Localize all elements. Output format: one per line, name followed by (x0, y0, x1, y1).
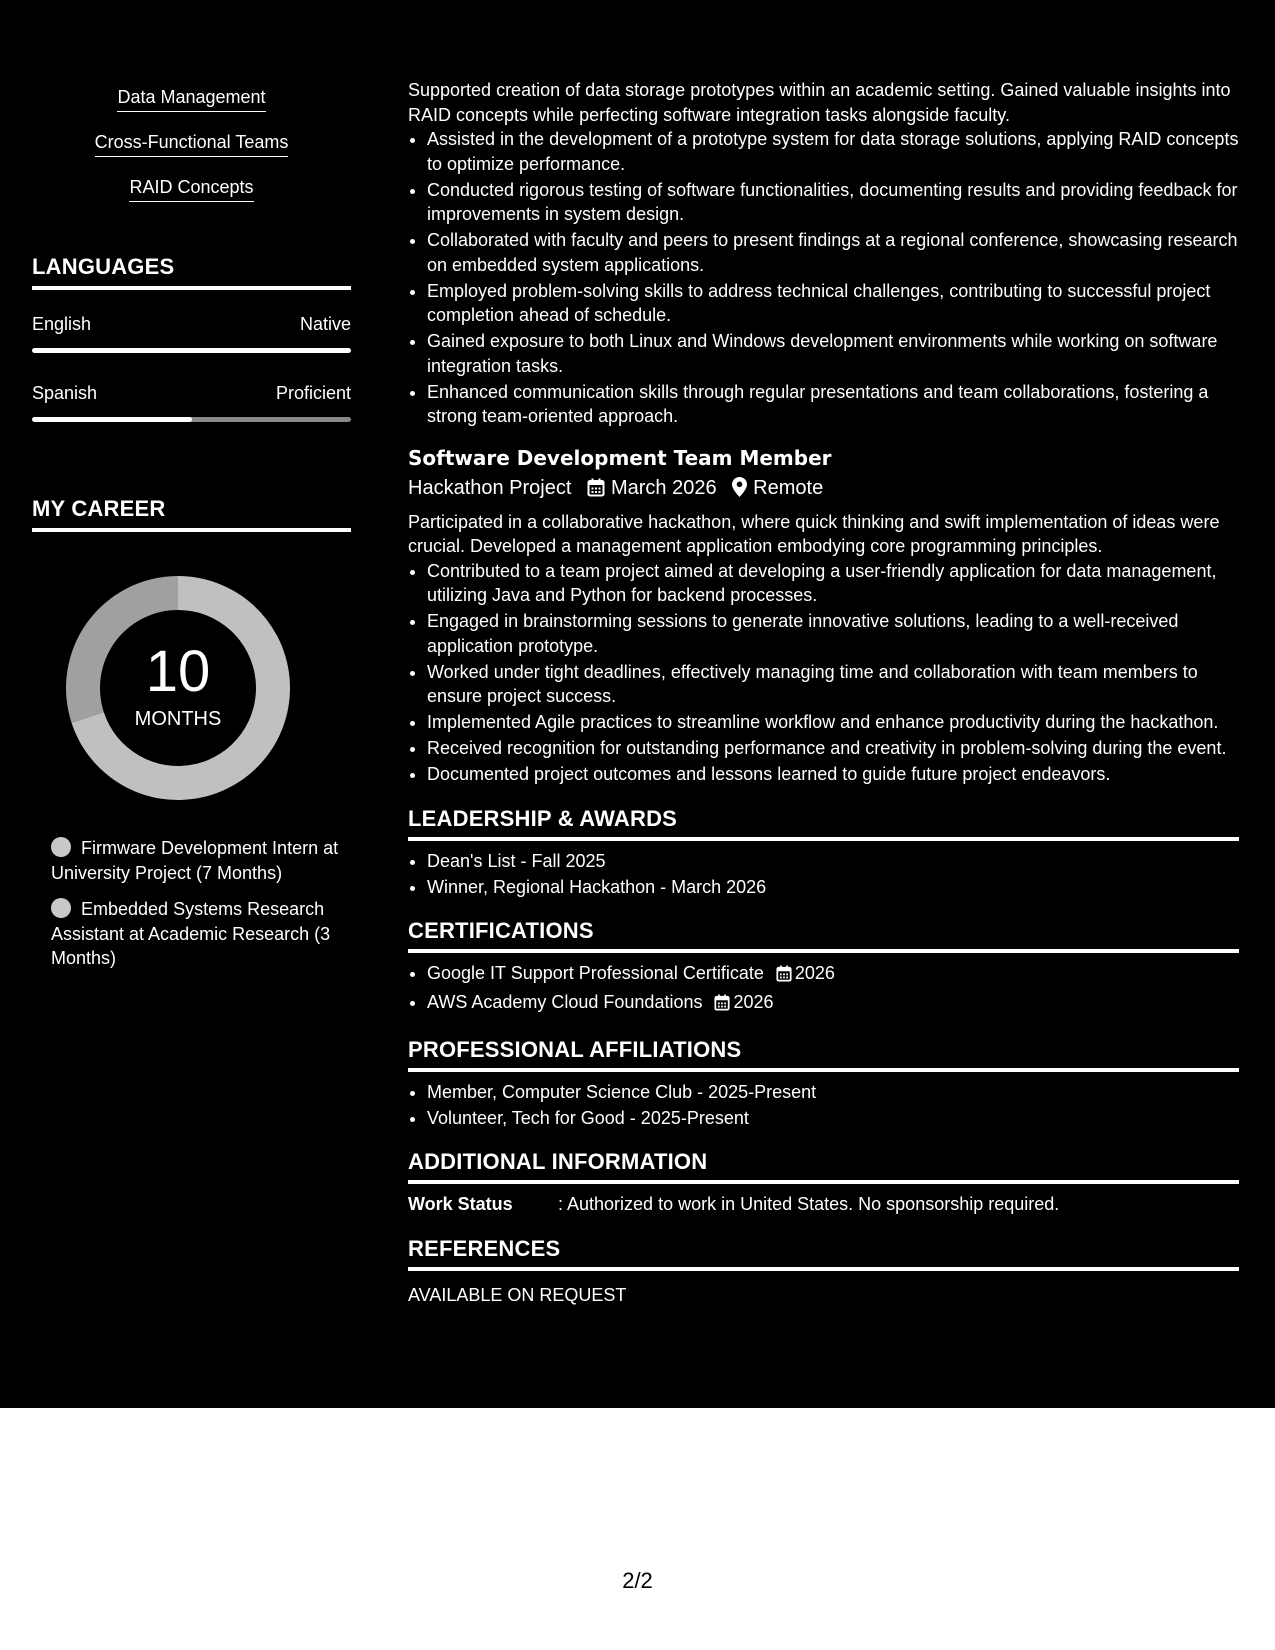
skills-list (32, 84, 351, 219)
job-summary: Participated in a collaborative hackathon, where quick thinking and swift implementation of ideas were crucial. Developed a management application embodying core programming principles. (408, 511, 1220, 556)
affiliations-heading: PROFESSIONAL AFFILIATIONS (408, 1036, 1239, 1072)
experience-entry (408, 78, 1239, 429)
job-bullet: • Assisted in the development of a prototype system for data storage solutions, applying RAID concepts to optimize performance. (427, 127, 1239, 176)
language-name: Spanish (32, 383, 98, 403)
career-heading: MY CAREER (32, 496, 351, 532)
language-proficiency-bar (32, 417, 351, 422)
job-location: Remote (753, 476, 824, 499)
job-bullet: • Gained exposure to both Linux and Windows development environments while working on software integration tasks. (427, 329, 1239, 378)
additional-info-heading: ADDITIONAL INFORMATION (408, 1148, 1239, 1184)
job-bullet: • Conducted rigorous testing of software functionalities, documenting results and providing feedback for improvements in system design. (427, 178, 1239, 227)
job-bullet: • Received recognition for outstanding performance and creativity in problem-solving during the event. (427, 736, 1239, 761)
language-proficiency-bar (32, 348, 351, 353)
job-meta (408, 473, 1239, 506)
right-column (408, 78, 1239, 1307)
location-pin-icon (732, 476, 747, 506)
certification-item (427, 961, 1239, 989)
legend-item (51, 897, 341, 971)
job-bullet: • Contributed to a team project aimed at developing a user-friendly application for data management, utilizing Java and Python for backend processes. (427, 559, 1239, 608)
references-text: AVAILABLE ON REQUEST (408, 1284, 627, 1305)
job-company: Hackathon Project (408, 476, 572, 499)
certification-year: 2026 (794, 963, 835, 983)
languages-heading: LANGUAGES (32, 254, 351, 290)
certification-year: 2026 (733, 992, 774, 1012)
affiliation-item: • Member, Computer Science Club - 2025-Present (427, 1080, 1239, 1105)
language-proficiency-fill (32, 417, 192, 422)
language-proficiency-fill (32, 348, 351, 353)
language-level: Native (299, 314, 351, 334)
job-bullets (408, 559, 1239, 787)
work-status-label: Work Status (408, 1194, 513, 1214)
work-status-row (408, 1192, 1239, 1217)
career-donut-chart (66, 576, 290, 800)
job-bullets (408, 127, 1239, 429)
job-bullet: • Enhanced communication skills through regular presentations and team collaborations, fostering a strong team-oriented approach. (427, 380, 1239, 429)
legend-dot-icon (51, 837, 71, 857)
legend-dot-icon (51, 898, 71, 918)
certifications-heading: CERTIFICATIONS (408, 917, 1239, 953)
leadership-heading: LEADERSHIP & AWARDS (408, 805, 1239, 841)
job-summary: Supported creation of data storage prototypes within an academic setting. Gained valuable insights into RAID concepts while perfecting software integration tasks alongside faculty. (408, 80, 1231, 125)
skill-item: RAID Concepts (129, 174, 253, 202)
job-date: March 2026 (610, 476, 717, 499)
job-bullet: • Worked under tight deadlines, effectively managing time and collaboration with team members to ensure project success. (427, 660, 1239, 709)
skill-item: Data Management (117, 84, 265, 112)
legend-label: Firmware Development Intern at University Project (7 Months) (51, 838, 339, 883)
legend-item (51, 836, 341, 885)
references-heading: REFERENCES (408, 1235, 1239, 1271)
career-legend (51, 836, 341, 983)
experience-entry (408, 443, 1239, 787)
certification-name: Google IT Support Professional Certificate (427, 963, 764, 983)
career-total-unit: MONTHS (134, 708, 222, 730)
calendar-icon (587, 476, 605, 506)
page-number: 2/2 (622, 1568, 653, 1593)
language-level: Proficient (275, 383, 351, 403)
calendar-icon (714, 993, 730, 1018)
career-total-number: 10 (145, 639, 211, 704)
skill-item: Cross-Functional Teams (95, 129, 289, 157)
job-title: Software Development Team Member (408, 445, 832, 470)
work-status-value: : Authorized to work in United States. No sponsorship required. (558, 1194, 1060, 1214)
legend-label: Embedded Systems Research Assistant at Academic Research (3 Months) (51, 899, 331, 968)
affiliations-list (408, 1080, 1239, 1131)
leadership-item: • Dean's List - Fall 2025 (427, 849, 1239, 874)
certification-item (427, 990, 1239, 1018)
leadership-list (408, 849, 1239, 900)
certifications-list (408, 961, 1239, 1018)
job-bullet: • Implemented Agile practices to streamline workflow and enhance productivity during the hackathon. (427, 710, 1239, 735)
leadership-item: • Winner, Regional Hackathon - March 2026 (427, 875, 1239, 900)
language-name: English (32, 314, 92, 334)
job-bullet: • Engaged in brainstorming sessions to generate innovative solutions, leading to a well-received application prototype. (427, 609, 1239, 658)
job-bullet: • Collaborated with faculty and peers to present findings at a regional conference, showcasing research on embedded system applications. (427, 228, 1239, 277)
calendar-icon (776, 964, 792, 989)
affiliation-item: • Volunteer, Tech for Good - 2025-Present (427, 1106, 1239, 1131)
job-bullet: • Employed problem-solving skills to address technical challenges, contributing to successful project completion ahead of schedule. (427, 279, 1239, 328)
certification-name: AWS Academy Cloud Foundations (427, 992, 703, 1012)
job-bullet: • Documented project outcomes and lessons learned to guide future project endeavors. (427, 762, 1239, 787)
